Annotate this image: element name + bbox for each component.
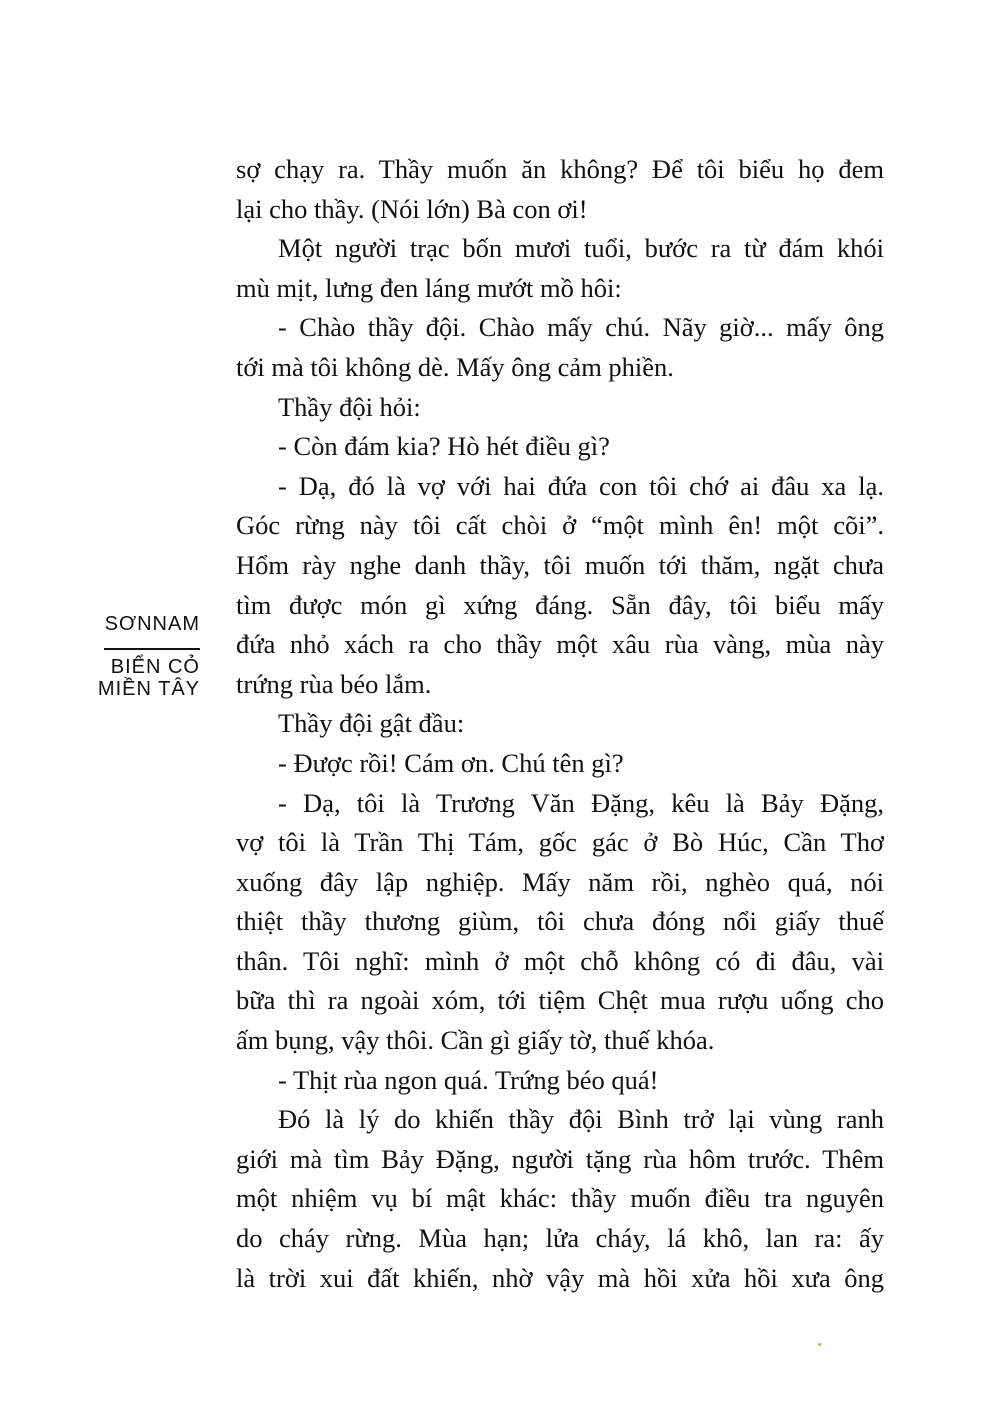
text-line: Đó là lý do khiến thầy đội Bình trở lại vùng ranh: [278, 1104, 884, 1135]
text-line: thân. Tôi nghĩ: mình ở một chỗ không có đi đâu, vài: [236, 945, 884, 976]
print-speck: [818, 1343, 821, 1346]
text-line: một nhiệm vụ bí mật khác: thầy muốn điều tra nguyên: [236, 1183, 884, 1214]
text-line: Một người trạc bốn mươi tuổi, bước ra từ đám khói: [278, 233, 884, 264]
text-line: - Chào thầy đội. Chào mấy chú. Nãy giờ... mấy ông: [278, 312, 884, 343]
text-line: tìm được món gì xứng đáng. Sẵn đây, tôi biểu mấy: [236, 589, 884, 620]
text-line: thiệt thầy thương giùm, tôi chưa đóng nổi giấy thuế: [236, 906, 884, 937]
text-line: đứa nhỏ xách ra cho thầy một xâu rùa vàng, mùa này: [236, 629, 884, 660]
body-text: [236, 150, 884, 1298]
text-line: tới mà tôi không dè. Mấy ông cảm phiền.: [236, 351, 674, 382]
text-line: Góc rừng này tôi cất chòi ở “một mình ên! một cõi”.: [236, 510, 884, 541]
book-title: [98, 656, 200, 700]
text-line: - Được rồi! Cám ơn. Chú tên gì?: [278, 747, 624, 778]
text-line: sợ chạy ra. Thầy muốn ăn không? Để tôi biểu họ đem: [236, 154, 884, 184]
text-line: trứng rùa béo lắm.: [236, 668, 432, 699]
text-line: Thầy đội gật đầu:: [278, 708, 465, 739]
text-line: ấm bụng, vậy thôi. Cần gì giấy tờ, thuế khóa.: [236, 1025, 715, 1056]
text-line: lại cho thầy. (Nói lớn) Bà con ơi!: [236, 193, 588, 224]
sidebar-divider: [104, 648, 200, 650]
book-title-line-2: MIỀN TÂY: [97, 678, 200, 700]
book-title-line-1: BIỂN CỎ: [110, 656, 200, 678]
text-line: xuống đây lập nghiệp. Mấy năm rồi, nghèo quá, nói: [236, 866, 884, 897]
text-line: Hổm rày nghe danh thầy, tôi muốn tới thăm, ngặt chưa: [236, 549, 884, 580]
text-line: bữa thì ra ngoài xóm, tới tiệm Chệt mua rượu uống cho: [236, 985, 884, 1016]
text-line: giới mà tìm Bảy Đặng, người tặng rùa hôm trước. Thêm: [236, 1143, 884, 1174]
text-line: vợ tôi là Trần Thị Tám, gốc gác ở Bò Húc, Cần Thơ: [236, 827, 884, 858]
text-line: mù mịt, lưng đen láng mướt mồ hôi:: [236, 272, 622, 303]
text-line: - Dạ, đó là vợ với hai đứa con tôi chớ ai đâu xa lạ.: [278, 470, 884, 501]
text-line: Thầy đội hỏi:: [278, 391, 421, 422]
text-line: là trời xui đất khiến, nhờ vậy mà hồi xửa hồi xưa ông: [236, 1262, 884, 1293]
text-line: do cháy rừng. Mùa hạn; lửa cháy, lá khô, lan ra: ấy: [236, 1223, 884, 1254]
text-line: - Dạ, tôi là Trương Văn Đặng, kêu là Bảy Đặng,: [278, 787, 884, 818]
text-line: - Còn đám kia? Hò hét điều gì?: [278, 431, 610, 462]
text-line: - Thịt rùa ngon quá. Trứng béo quá!: [278, 1064, 659, 1095]
running-sidebar: [97, 610, 200, 700]
author-name: SƠNNAM: [104, 613, 200, 635]
